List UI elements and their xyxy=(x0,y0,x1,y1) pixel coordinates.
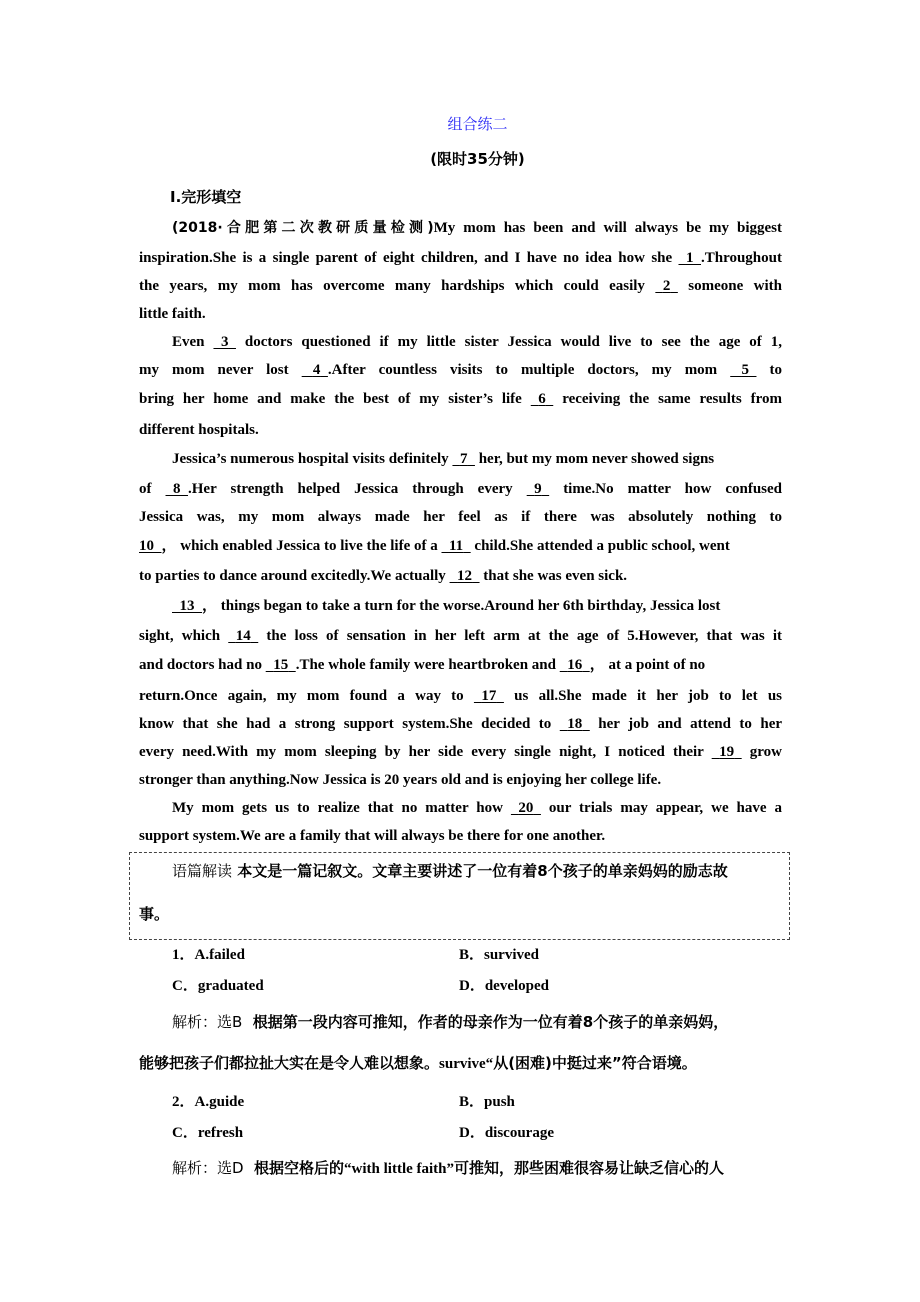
blank-18[interactable]: 18 xyxy=(567,716,583,732)
passage-line-19: stronger than anything.Now Jessica is 20 years old and is enjoying her college life. xyxy=(139,772,662,788)
page-title: 组合练二 xyxy=(447,115,508,133)
q2-option-d[interactable]: D．discourage xyxy=(459,1125,554,1141)
passage-line-10: Jessica was, my mom always made her feel as if there was absolutely nothing to xyxy=(139,509,782,525)
passage-line-1: inspiration.She is a single parent of eight children, and I have no idea how she 1 .Throughout xyxy=(139,250,782,266)
blank-17[interactable]: 17 xyxy=(481,688,497,704)
blank-5[interactable]: 5 xyxy=(741,362,749,378)
passage-line-13: 13 ， things began to take a turn for the worse.Around her 6th birthday, Jessica lost xyxy=(172,596,782,616)
blank-4[interactable]: 4 xyxy=(312,362,321,378)
q1-option-a[interactable]: 1．A.failed xyxy=(172,947,245,963)
reading-note-line1 xyxy=(172,860,728,881)
passage-line-3: little faith. xyxy=(139,306,206,322)
section-heading: Ⅰ.完形填空 xyxy=(170,188,242,206)
q1-option-c[interactable]: C．graduated xyxy=(172,978,264,994)
blank-3[interactable]: 3 xyxy=(220,334,229,350)
blank-12[interactable]: 12 xyxy=(457,568,473,584)
reading-note-label: 语篇解读 xyxy=(172,862,233,880)
passage-line-16: return.Once again, my mom found a way to 17 us all.She made it her job to let us xyxy=(139,688,783,704)
passage-source: (2018·合肥第二次教研质量检测) xyxy=(172,220,434,236)
q1-option-b[interactable]: B．survived xyxy=(459,947,540,963)
q1-option-d[interactable]: D．developed xyxy=(459,978,550,994)
passage-line-20: My mom gets us to realize that no matter how 20 our trials may appear, we have a xyxy=(172,800,783,816)
q2-answer-label: 解析：选D xyxy=(172,1159,244,1177)
passage-line-17: know that she had a strong support system.She decided to 18 her job and attend to her xyxy=(139,716,783,732)
q2-option-b[interactable]: B．push xyxy=(459,1094,515,1110)
blank-16[interactable]: 16 xyxy=(567,657,583,673)
q2-analysis-line1: 解析：选D 根据空格后的“with little faith”可推知，那些困难很容易让缺乏信心的人 xyxy=(172,1159,725,1177)
blank-20[interactable]: 20 xyxy=(518,800,534,816)
passage-line-7: different hospitals. xyxy=(139,422,259,438)
passage-line-5: my mom never lost 4 .After countless visits to multiple doctors, my mom 5 to xyxy=(139,362,783,378)
passage-line-15: and doctors had no 15 .The whole family were heartbroken and 16 ， at a point of no xyxy=(139,657,706,673)
blank-6[interactable]: 6 xyxy=(538,391,546,407)
q2-option-c[interactable]: C．refresh xyxy=(172,1125,244,1141)
q1-analysis-line1: 解析：选B 根据第一段内容可推知，作者的母亲作为一位有着8个孩子的单亲妈妈， xyxy=(172,1013,729,1031)
blank-9[interactable]: 9 xyxy=(534,481,542,497)
blank-1[interactable]: 1 xyxy=(685,250,694,266)
blank-10[interactable]: 10 xyxy=(139,538,154,554)
passage-line-14: sight, which 14 the loss of sensation in her left arm at the age of 5.However, that was it xyxy=(139,628,783,644)
q2-number: 2． xyxy=(172,1094,195,1110)
passage-line-9: of 8 .Her strength helped Jessica through every 9 time.No matter how confused xyxy=(139,481,783,497)
blank-2[interactable]: 2 xyxy=(662,278,671,294)
passage-line-2: the years, my mom has overcome many hardships which could easily 2 someone with xyxy=(139,278,783,294)
blank-19[interactable]: 19 xyxy=(719,744,735,760)
passage-line-8: Jessica’s numerous hospital visits definitely 7 her, but my mom never showed signs xyxy=(172,451,715,467)
q1-answer-label: 解析：选B xyxy=(172,1013,243,1031)
passage-line-11: 10 ， which enabled Jessica to live the life of a 11 child.She attended a public school, went xyxy=(139,538,730,554)
passage-line-6: bring her home and make the best of my sister’s life 6 receiving the same results from xyxy=(139,391,783,407)
q2-option-a[interactable]: 2．A.guide xyxy=(172,1094,245,1110)
blank-14[interactable]: 14 xyxy=(235,628,251,644)
reading-note-text: 本文是一篇记叙文。文章主要讲述了一位有着8个孩子的单亲妈妈的励志故 xyxy=(237,862,728,880)
passage-line-12: to parties to dance around excitedly.We actually 12 that she was even sick. xyxy=(139,568,628,584)
blank-7[interactable]: 7 xyxy=(459,451,468,467)
q1-number: 1． xyxy=(172,947,195,963)
q1-analysis-line2: 能够把孩子们都拉扯大实在是令人难以想象。survive“从(困难)中挺过来”符合语境。 xyxy=(139,1054,697,1072)
blank-15[interactable]: 15 xyxy=(273,657,289,673)
time-limit: (限时35分钟) xyxy=(430,150,525,168)
passage-line-4: Even 3 doctors questioned if my little sister Jessica would live to see the age of 1, xyxy=(172,334,782,350)
passage-line-0: (2018·合肥第二次教研质量检测)My mom has been and will always be my biggest xyxy=(172,220,782,236)
passage-line-18: every need.With my mom sleeping by her side every single night, I noticed their 19 grow xyxy=(139,744,783,760)
reading-note-line2: 事。 xyxy=(139,905,170,923)
passage-line-21: support system.We are a family that will always be there for one another. xyxy=(139,828,606,844)
blank-8[interactable]: 8 xyxy=(173,481,181,497)
blank-11[interactable]: 11 xyxy=(448,538,464,554)
blank-13[interactable]: 13 xyxy=(179,598,195,614)
